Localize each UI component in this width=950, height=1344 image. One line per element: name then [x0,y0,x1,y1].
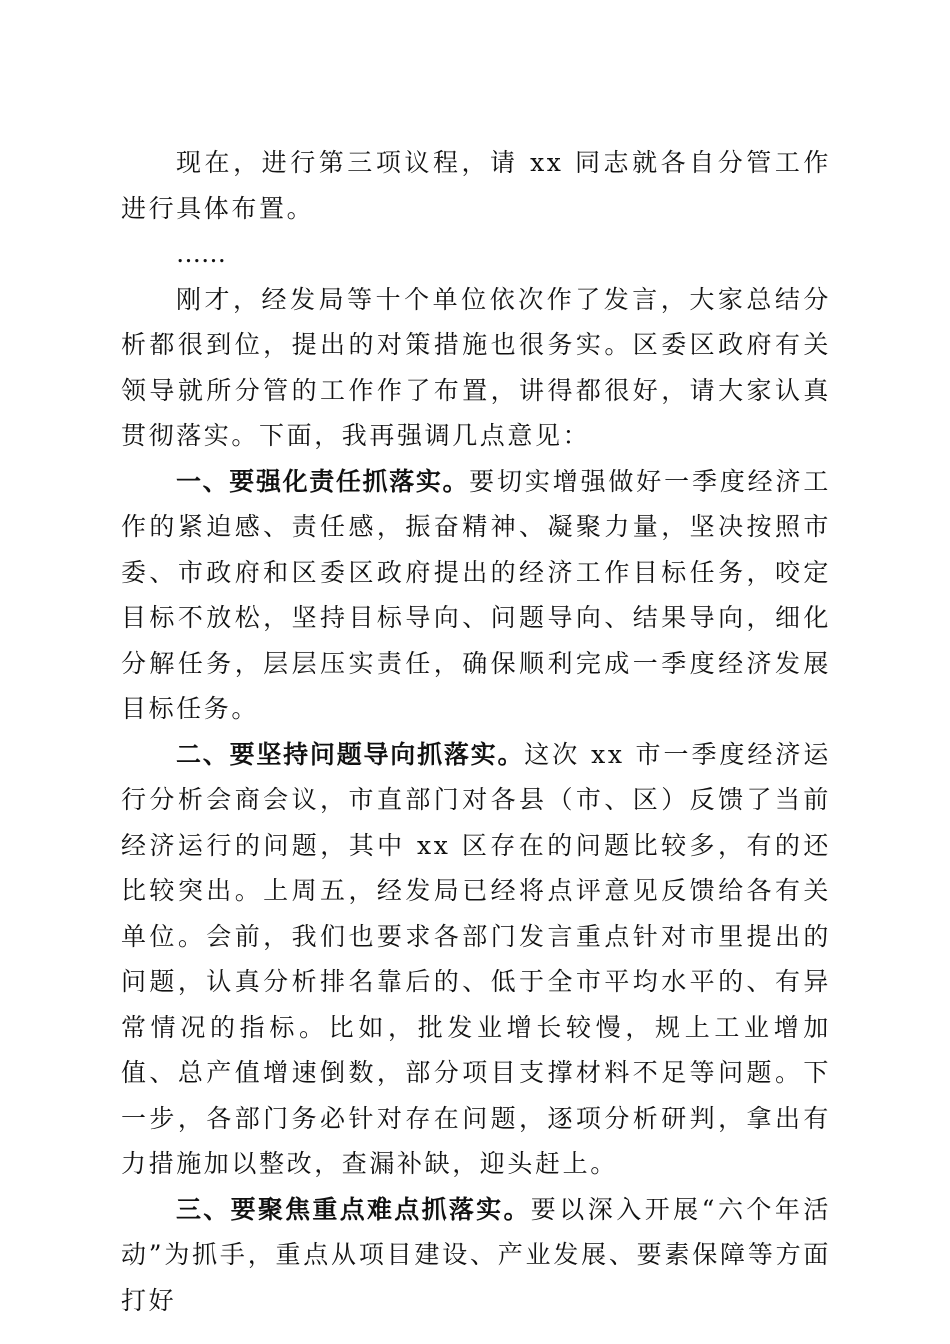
paragraph-ellipsis [121,231,831,277]
point-2-text: 这次 xx 市一季度经济运行分析会商会议，市直部门对各县（市、区）反馈了当前经济运行的问题，其中 xx 区存在的问题比较多，有的还比较突出。上周五，经发局已经将点评意见反馈给各有关单位。会前，我们也要求各部门发言重点针对市里提出的问题，认真分析排名靠后的、低于全市平均水平的、有异常情况的指标。比如，批发业增长较慢，规上工业增加值、总产值增速倒数，部分项目支撑材料不足等问题。下一步，各部门务必针对存在问题，逐项分析研判，拿出有力措施加以整改，查漏补缺，迎头赶上。 [121,739,831,1178]
paragraph-summary [121,277,831,459]
paragraph-point-2 [121,732,831,1187]
paragraph-point-3 [121,1187,831,1324]
paragraph-agenda [121,140,831,231]
ellipsis-text: …… [176,239,226,268]
document-page [121,140,831,1323]
paragraph-text: 现在，进行第三项议程，请 xx 同志就各自分管工作进行具体布置。 [121,148,831,223]
paragraph-text: 刚才，经发局等十个单位依次作了发言，大家总结分析都很到位，提出的对策措施也很务实。区委区政府有关领导就所分管的工作作了布置，讲得都很好，请大家认真贯彻落实。下面，我再强调几点意见： [121,284,831,450]
paragraph-point-1 [121,459,831,732]
point-3-text: 要以深入开展“六个年活动”为抓手，重点从项目建设、产业发展、要素保障等方面打好 [121,1194,832,1315]
point-1-text: 要切实增强做好一季度经济工作的紧迫感、责任感，振奋精神、凝聚力量，坚决按照市委、市政府和区委区政府提出的经济工作目标任务，咬定目标不放松，坚持目标导向、问题导向、结果导向，细化分解任务，层层压实责任，确保顺利完成一季度经济发展目标任务。 [121,466,831,723]
point-2-heading: 二、要坚持问题导向抓落实。 [176,739,525,769]
point-1-heading: 一、要强化责任抓落实。 [176,466,470,496]
point-3-heading: 三、要聚焦重点难点抓落实。 [176,1194,531,1224]
